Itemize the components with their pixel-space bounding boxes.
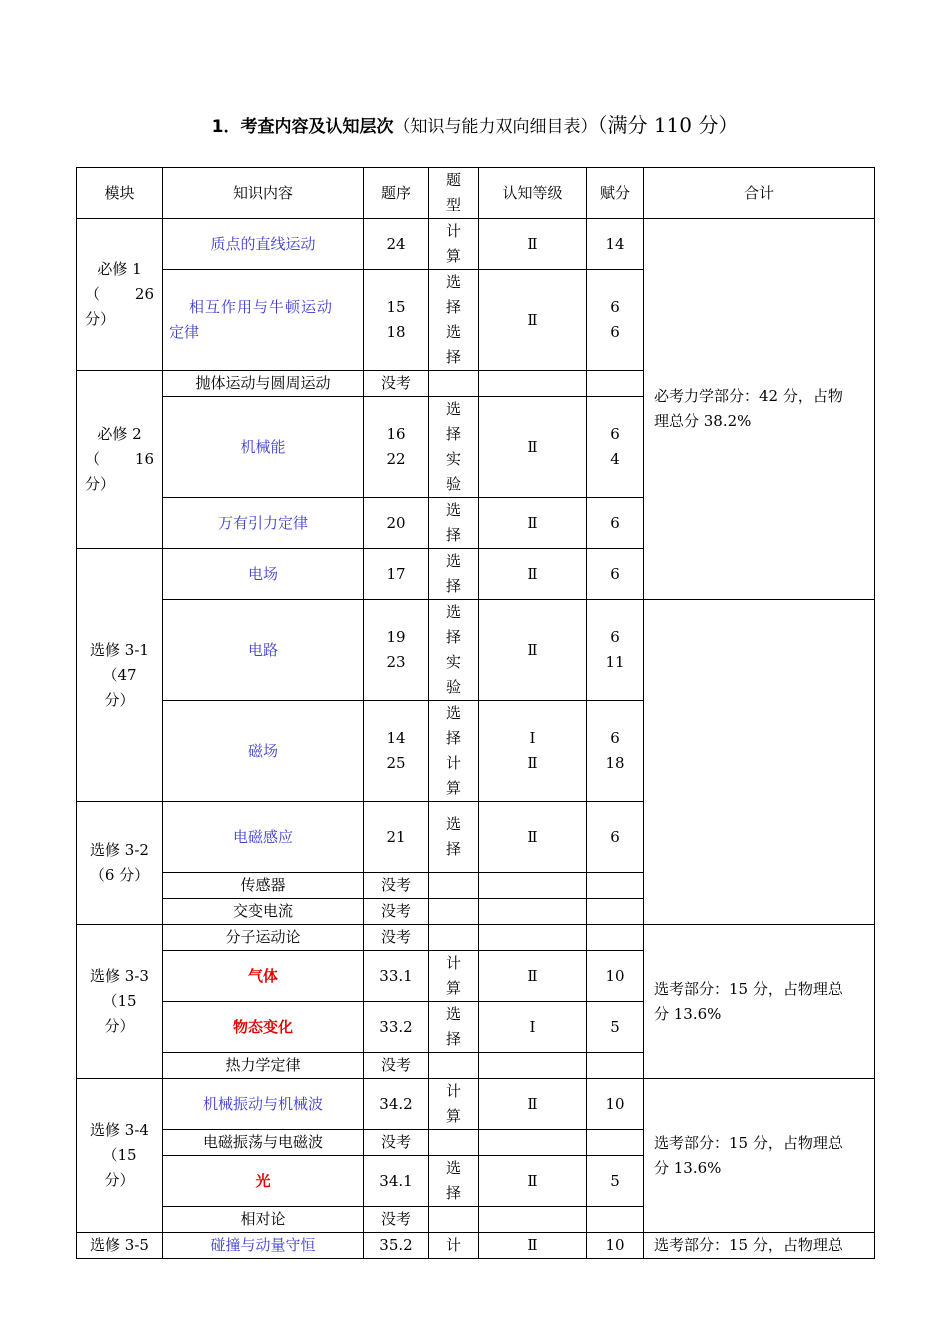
score-cell: 5 xyxy=(587,1002,644,1053)
module-cell-m33 xyxy=(77,925,163,1079)
total-elective-3-5: 选考部分：15 分，占物理总 xyxy=(644,1233,875,1259)
type-cell xyxy=(429,1130,479,1156)
level-cell xyxy=(479,1130,587,1156)
level-cell xyxy=(479,925,587,951)
type-cell xyxy=(429,1053,479,1079)
type-cell: 选 择 实 验 xyxy=(429,397,479,498)
type-cell: 选 择 xyxy=(429,1002,479,1053)
question-cell: 21 xyxy=(364,802,429,873)
question-cell: 17 xyxy=(364,549,429,600)
type-cell: 选 择 xyxy=(429,802,479,873)
knowledge-ability-table xyxy=(76,167,875,1259)
level-cell xyxy=(479,873,587,899)
header-score: 赋分 xyxy=(587,168,644,219)
content-cell: 相互作用与牛顿运动 定律 xyxy=(163,270,364,371)
module-name: 选修 3-2 xyxy=(90,841,149,859)
table-row xyxy=(77,701,875,802)
question-cell: 没考 xyxy=(364,1053,429,1079)
type-cell: 计 算 xyxy=(429,219,479,270)
content-cell: 光 xyxy=(163,1156,364,1207)
level-cell: Ⅱ xyxy=(479,397,587,498)
question-cell: 15 18 xyxy=(364,270,429,371)
content-cell: 机械振动与机械波 xyxy=(163,1079,364,1130)
level-cell: Ⅱ xyxy=(479,951,587,1002)
module-score: （6 分） xyxy=(89,866,150,884)
module-name: 选修 3-5 xyxy=(90,1236,149,1254)
table-row xyxy=(77,873,875,899)
module-score: （26 xyxy=(85,285,154,303)
score-cell xyxy=(587,1207,644,1233)
header-type xyxy=(429,168,479,219)
content-cell: 万有引力定律 xyxy=(163,498,364,549)
content-cell: 磁场 xyxy=(163,701,364,802)
score-cell xyxy=(587,1130,644,1156)
table-row xyxy=(77,1233,875,1259)
level-cell xyxy=(479,1207,587,1233)
type-cell: 计 算 xyxy=(429,951,479,1002)
level-cell xyxy=(479,371,587,397)
module-name: 选修 3-4 xyxy=(90,1121,149,1139)
score-cell: 10 xyxy=(587,951,644,1002)
content-cell: 电磁感应 xyxy=(163,802,364,873)
header-content: 知识内容 xyxy=(163,168,364,219)
question-cell: 24 xyxy=(364,219,429,270)
score-cell xyxy=(587,925,644,951)
question-cell: 没考 xyxy=(364,925,429,951)
module-score-unit: 分） xyxy=(85,310,116,328)
module-score-unit: 分） xyxy=(104,1171,135,1189)
question-cell: 19 23 xyxy=(364,600,429,701)
level-cell: Ⅱ xyxy=(479,802,587,873)
question-cell: 34.2 xyxy=(364,1079,429,1130)
content-cell: 电场 xyxy=(163,549,364,600)
total-elective-3-4: 选考部分：15 分，占物理总 分 13.6% xyxy=(644,1079,875,1233)
module-name: 选修 3-3 xyxy=(90,967,149,985)
module-score: （15 xyxy=(102,1146,137,1164)
content-cell: 传感器 xyxy=(163,873,364,899)
question-cell: 没考 xyxy=(364,899,429,925)
module-score-unit: 分） xyxy=(104,1017,135,1035)
score-cell xyxy=(587,371,644,397)
type-cell xyxy=(429,371,479,397)
header-total: 合计 xyxy=(644,168,875,219)
module-cell-m1 xyxy=(77,219,163,371)
module-score: （47 xyxy=(102,665,137,684)
content-cell: 电路 xyxy=(163,600,364,701)
module-score: （16 xyxy=(85,450,154,468)
module-cell-m34 xyxy=(77,1079,163,1233)
question-cell: 34.1 xyxy=(364,1156,429,1207)
module-cell-m35 xyxy=(77,1233,163,1259)
question-cell: 没考 xyxy=(364,1130,429,1156)
header-question: 题序 xyxy=(364,168,429,219)
header-module: 模块 xyxy=(77,168,163,219)
title-sub: （知识与能力双向细目表） xyxy=(393,117,598,137)
score-cell xyxy=(587,873,644,899)
header-type-line1: 题 xyxy=(445,171,461,189)
content-cell: 机械能 xyxy=(163,397,364,498)
title-main: 1．考查内容及认知层次 xyxy=(211,117,394,137)
score-cell: 6 6 xyxy=(587,270,644,371)
score-cell: 5 xyxy=(587,1156,644,1207)
score-cell: 6 11 xyxy=(587,600,644,701)
level-cell: Ⅱ xyxy=(479,1079,587,1130)
content-cell: 电磁振荡与电磁波 xyxy=(163,1130,364,1156)
header-type-line2: 型 xyxy=(445,196,461,214)
level-cell: Ⅰ Ⅱ xyxy=(479,701,587,802)
module-cell-m31 xyxy=(77,549,163,802)
module-score: （15 xyxy=(102,992,137,1010)
table-header-row xyxy=(77,168,875,219)
module-cell-m32 xyxy=(77,802,163,925)
type-cell: 计 xyxy=(429,1233,479,1259)
content-cell: 气体 xyxy=(163,951,364,1002)
type-cell: 计 算 xyxy=(429,1079,479,1130)
score-cell xyxy=(587,899,644,925)
type-cell xyxy=(429,873,479,899)
table-row xyxy=(77,899,875,925)
type-cell: 选 择 选 择 xyxy=(429,270,479,371)
score-cell: 6 18 xyxy=(587,701,644,802)
question-cell: 16 22 xyxy=(364,397,429,498)
score-cell: 14 xyxy=(587,219,644,270)
table-row xyxy=(77,925,875,951)
type-cell xyxy=(429,899,479,925)
level-cell: Ⅱ xyxy=(479,1156,587,1207)
type-cell: 选 择 xyxy=(429,498,479,549)
content-cell: 热力学定律 xyxy=(163,1053,364,1079)
title-full-score: （满分 110 分） xyxy=(597,113,739,137)
type-cell: 选 择 xyxy=(429,549,479,600)
question-cell: 没考 xyxy=(364,1207,429,1233)
level-cell: Ⅱ xyxy=(479,270,587,371)
level-cell: Ⅱ xyxy=(479,498,587,549)
score-cell: 6 xyxy=(587,498,644,549)
score-cell: 10 xyxy=(587,1079,644,1130)
type-cell: 选 择 计 算 xyxy=(429,701,479,802)
total-mechanics: 必考力学部分：42 分，占物 理总分 38.2% xyxy=(644,219,875,600)
level-cell: Ⅱ xyxy=(479,1233,587,1259)
header-level: 认知等级 xyxy=(479,168,587,219)
level-cell: Ⅱ xyxy=(479,600,587,701)
score-cell xyxy=(587,1053,644,1079)
content-cell: 交变电流 xyxy=(163,899,364,925)
type-cell: 选 择 xyxy=(429,1156,479,1207)
question-cell: 14 25 xyxy=(364,701,429,802)
question-cell: 没考 xyxy=(364,371,429,397)
level-cell: Ⅰ xyxy=(479,1002,587,1053)
content-cell: 碰撞与动量守恒 xyxy=(163,1233,364,1259)
score-cell: 10 xyxy=(587,1233,644,1259)
content-cell: 分子运动论 xyxy=(163,925,364,951)
level-cell: Ⅱ xyxy=(479,549,587,600)
module-name: 必修 2 xyxy=(97,425,142,443)
module-score-unit: 分） xyxy=(85,475,116,493)
question-cell: 33.1 xyxy=(364,951,429,1002)
level-cell: Ⅱ xyxy=(479,219,587,270)
page-title xyxy=(0,112,950,140)
type-cell xyxy=(429,925,479,951)
content-cell: 抛体运动与圆周运动 xyxy=(163,371,364,397)
question-cell: 35.2 xyxy=(364,1233,429,1259)
score-cell: 6 xyxy=(587,549,644,600)
type-cell xyxy=(429,1207,479,1233)
type-cell: 选 择 实 验 xyxy=(429,600,479,701)
table-row xyxy=(77,600,875,701)
table-row xyxy=(77,219,875,270)
module-name: 选修 3-1 xyxy=(90,640,149,659)
module-score-unit: 分） xyxy=(104,690,135,709)
question-cell: 20 xyxy=(364,498,429,549)
content-cell: 质点的直线运动 xyxy=(163,219,364,270)
score-cell: 6 4 xyxy=(587,397,644,498)
level-cell xyxy=(479,1053,587,1079)
content-cell: 相对论 xyxy=(163,1207,364,1233)
question-cell: 没考 xyxy=(364,873,429,899)
total-elective-3-3: 选考部分：15 分，占物理总 分 13.6% xyxy=(644,925,875,1079)
score-cell: 6 xyxy=(587,802,644,873)
level-cell xyxy=(479,899,587,925)
table-row xyxy=(77,1079,875,1130)
module-cell-m2 xyxy=(77,371,163,549)
question-cell: 33.2 xyxy=(364,1002,429,1053)
table-row xyxy=(77,802,875,873)
module-name: 必修 1 xyxy=(97,260,142,278)
content-cell: 物态变化 xyxy=(163,1002,364,1053)
